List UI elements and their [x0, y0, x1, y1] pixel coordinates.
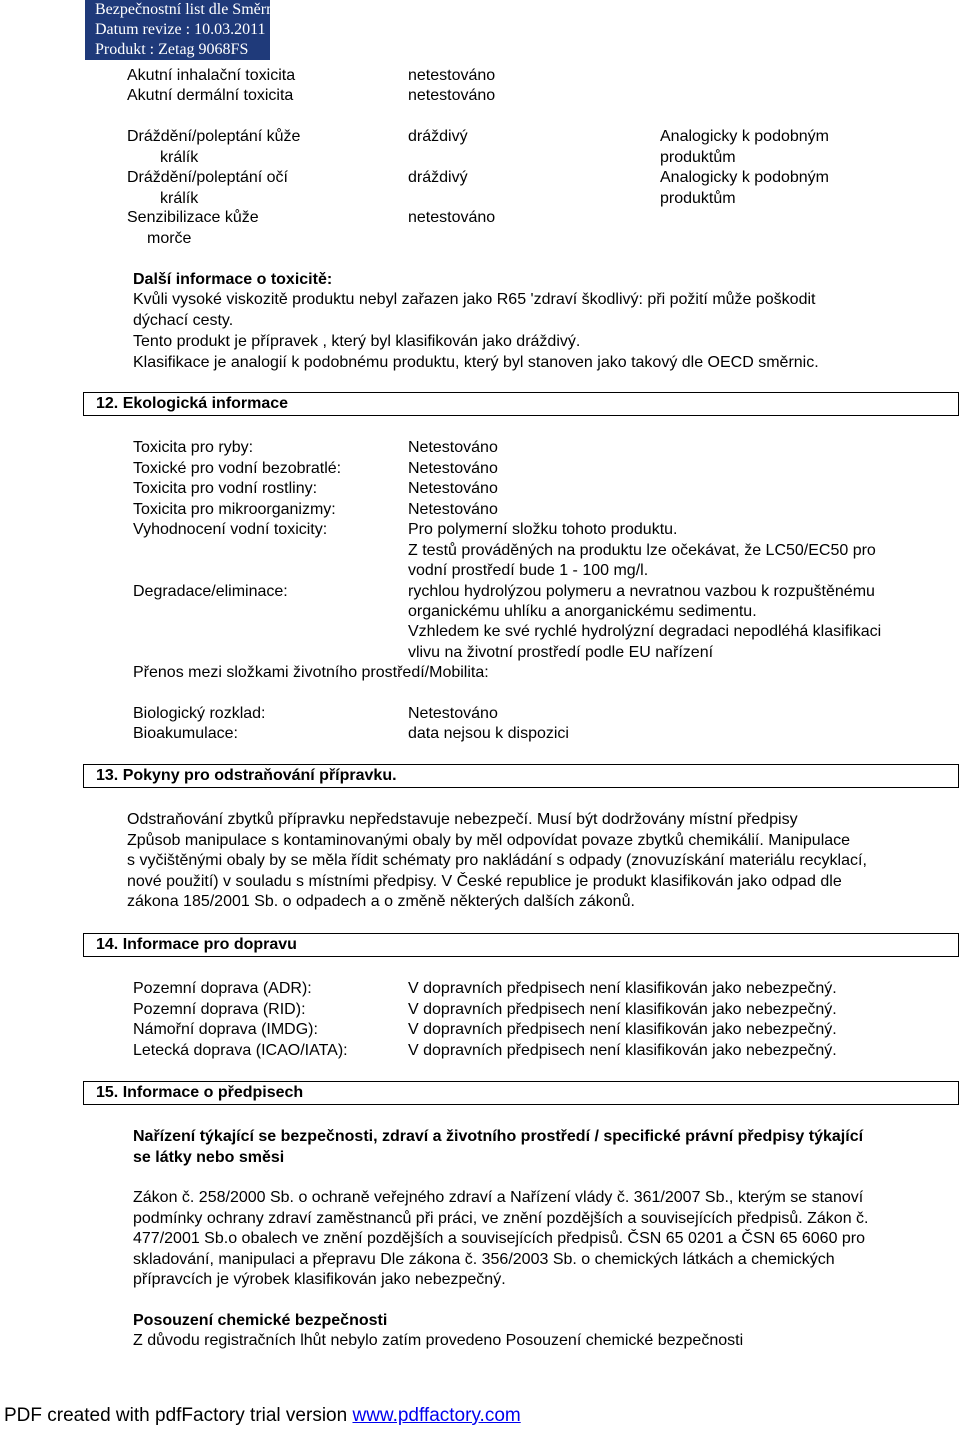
irritation-label: Senzibilizace kůže [127, 209, 259, 226]
disposal-line: s vyčištěnými obaly by se měla řídit schématy pro nakládání s odpady (znovuzískání materiálu recyklací, [127, 852, 867, 869]
eco-value: Netestováno [408, 460, 498, 477]
disposal-line: nové použití) v souladu s místními předpisy. V České republice je produkt klasifikován jako odpad dle [127, 873, 842, 890]
eco-value: Pro polymerní složku tohoto produktu. [408, 521, 678, 538]
irritation-note: produktům [660, 149, 736, 166]
eco-value: Netestováno [408, 439, 498, 456]
degradation-line: vlivu na životní prostředí podle EU nařízení [408, 644, 714, 661]
law-line: 477/2001 Sb.o obalech ve znění pozdějších a souvisejících předpisů. ČSN 65 0201 a ČSN 65 6060 pro [133, 1230, 866, 1247]
bio-value: Netestováno [408, 705, 498, 722]
irritation-note: Analogicky k podobným [660, 169, 829, 186]
transport-label: Pozemní doprava (ADR): [133, 980, 312, 997]
degradation-label: Degradace/eliminace: [133, 583, 288, 600]
tox-value: netestováno [408, 87, 496, 104]
eco-label: Toxicita pro vodní rostliny: [133, 480, 318, 497]
regulations-subtitle: se látky nebo směsi [133, 1149, 285, 1166]
further-info-line: Klasifikace je analogií k podobnému produktu, který byl stanoven jako takový dle OECD směrnic. [133, 354, 819, 371]
footer-link[interactable]: www.pdffactory.com [352, 1405, 521, 1426]
irritation-note: Analogicky k podobným [660, 128, 829, 145]
eco-label: Toxické pro vodní bezobratlé: [133, 460, 342, 477]
eco-value: Netestováno [408, 480, 498, 497]
disposal-line: Způsob manipulace s kontaminovanými obaly by měl odpovídat povaze zbytků chemikálií. Manipulace [127, 832, 851, 849]
tox-value: netestováno [408, 67, 496, 84]
further-info-line: dýchací cesty. [133, 312, 234, 329]
transport-value: V dopravních předpisech není klasifikován jako nebezpečný. [408, 980, 837, 997]
tox-label: Akutní inhalační toxicita [127, 67, 296, 84]
transport-value: V dopravních předpisech není klasifikován jako nebezpečný. [408, 1021, 837, 1038]
pdf-footer [4, 1405, 521, 1427]
regulations-subtitle: Nařízení týkající se bezpečnosti, zdraví a životního prostředí / specifické právní předpisy týkající [133, 1128, 864, 1145]
section-12-title: 12. Ekologická informace [96, 395, 289, 412]
section-14-title: 14. Informace pro dopravu [96, 936, 297, 953]
header-title: Bezpečnostní list dle Směrnice EC č. 1907/2006 [95, 1, 405, 18]
irritation-note: produktům [660, 190, 736, 207]
law-line: skladování, manipulaci a přepravu Dle zákona č. 356/2003 Sb. o chemických látkách a chemických [133, 1251, 835, 1268]
transport-label: Námořní doprava (IMDG): [133, 1021, 318, 1038]
section-12-header [83, 392, 959, 416]
section-15-header [83, 1081, 959, 1105]
assessment-title: Posouzení chemické bezpečnosti [133, 1312, 388, 1329]
eco-label: Toxicita pro mikroorganizmy: [133, 501, 336, 518]
eco-eval-line: Z testů prováděných na produktu lze očekávat, že LC50/EC50 pro [408, 542, 876, 559]
irritation-species: králík [160, 190, 199, 207]
disposal-line: zákona 185/2001 Sb. o odpadech a o změně některých dalších zákonů. [127, 893, 635, 910]
transport-value: V dopravních předpisech není klasifikován jako nebezpečný. [408, 1001, 837, 1018]
degradation-line: rychlou hydrolýzou polymeru a nevratnou vazbou k rozpuštěnému [408, 583, 875, 600]
eco-eval-line: vodní prostředí bude 1 - 100 mg/l. [408, 562, 649, 579]
disposal-line: Odstraňování zbytků přípravku nepředstavuje nebezpečí. Musí být dodržovány místní předpisy [127, 811, 798, 828]
bio-label: Biologický rozklad: [133, 705, 266, 722]
further-info-line: Tento produkt je přípravek , který byl klasifikován jako dráždivý. [133, 333, 581, 350]
further-info-line: Kvůli vysoké viskozitě produktu nebyl zařazen jako R65 'zdraví škodlivý: při požití může poškodit [133, 291, 816, 308]
bio-label: Bioakumulace: [133, 725, 238, 742]
further-info-title: Další informace o toxicitě: [133, 271, 333, 288]
irritation-value: dráždivý [408, 169, 468, 186]
irritation-species: morče [147, 230, 192, 247]
assessment-text: Z důvodu registračních lhůt nebylo zatím provedeno Posouzení chemické bezpečnosti [133, 1332, 744, 1349]
irritation-species: králík [160, 149, 199, 166]
eco-label: Toxicita pro ryby: [133, 439, 254, 456]
footer-text: PDF created with pdfFactory trial version [4, 1405, 353, 1426]
eco-value: Netestováno [408, 501, 498, 518]
section-13-header [83, 764, 959, 788]
bio-value: data nejsou k dispozici [408, 725, 569, 742]
law-line: přípravcích je výrobek klasifikován jako nebezpečný. [133, 1271, 506, 1288]
transport-label: Letecká doprava (ICAO/IATA): [133, 1042, 348, 1059]
tox-label: Akutní dermální toxicita [127, 87, 294, 104]
section-14-header [83, 933, 959, 957]
transport-value: V dopravních předpisech není klasifikován jako nebezpečný. [408, 1042, 837, 1059]
section-15-title: 15. Informace o předpisech [96, 1084, 304, 1101]
law-line: Zákon č. 258/2000 Sb. o ochraně veřejného zdraví a Nařízení vlády č. 361/2007 Sb., kterým se stanoví [133, 1189, 864, 1206]
law-line: podmínky ochrany zdraví zaměstnanců při práci, ve znění pozdějších a souvisejících předpisů. Zákon č. [133, 1210, 869, 1227]
section-13-title: 13. Pokyny pro odstraňování přípravku. [96, 767, 397, 784]
irritation-label: Dráždění/poleptání kůže [127, 128, 301, 145]
irritation-value: dráždivý [408, 128, 468, 145]
degradation-line: organickému uhlíku a anorganickému sedimentu. [408, 603, 757, 620]
irritation-value: netestováno [408, 209, 496, 226]
degradation-line: Vzhledem ke své rychlé hydrolýzní degradaci nepodléhá klasifikaci [408, 623, 882, 640]
header-revision-date: Datum revize : 10.03.2011 [95, 21, 266, 38]
irritation-label: Dráždění/poleptání očí [127, 169, 288, 186]
header-product: Produkt : Zetag 9068FS [95, 41, 249, 58]
transfer-title: Přenos mezi složkami životního prostředí/Mobilita: [133, 664, 489, 681]
eco-label: Vyhodnocení vodní toxicity: [133, 521, 328, 538]
transport-label: Pozemní doprava (RID): [133, 1001, 306, 1018]
